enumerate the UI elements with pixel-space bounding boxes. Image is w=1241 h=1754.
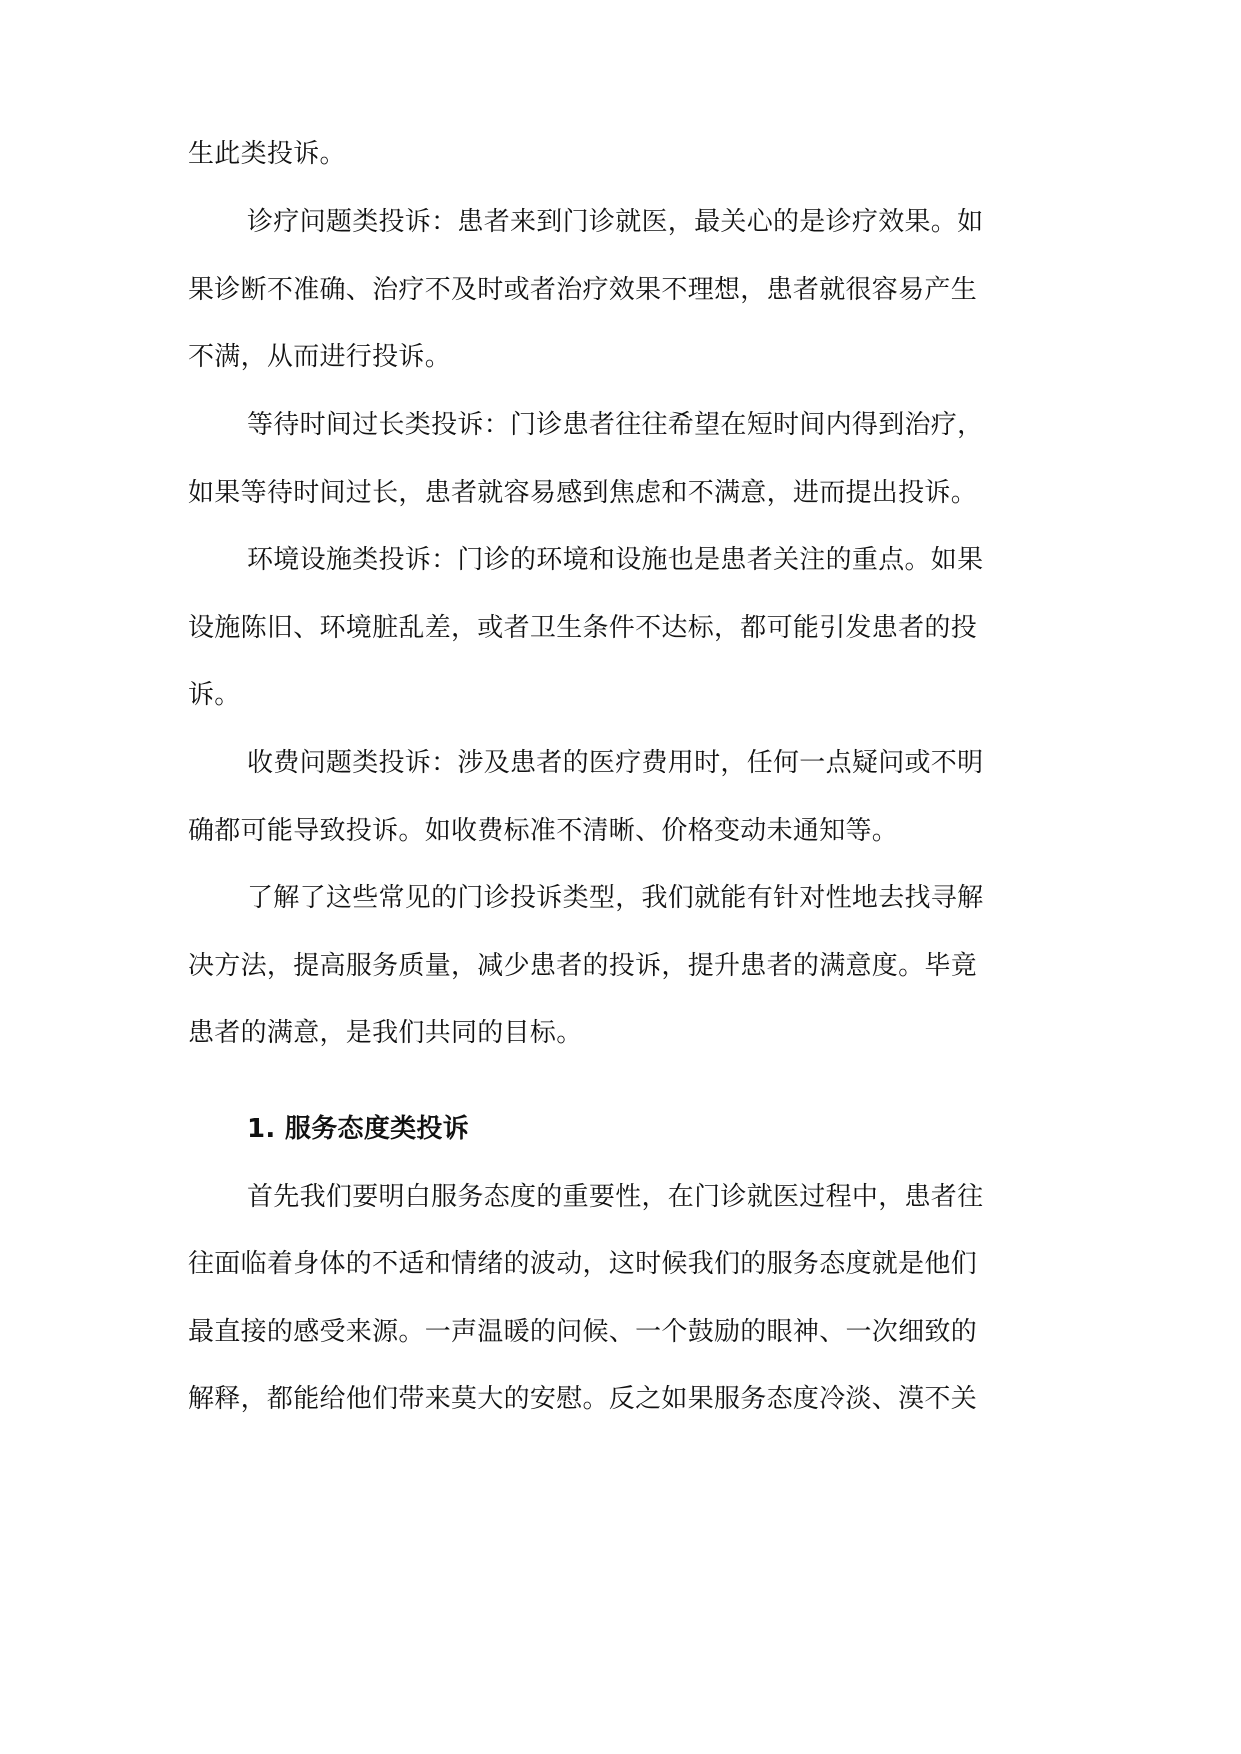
- paragraph-line: 患者的满意，是我们共同的目标。: [188, 1018, 583, 1048]
- paragraph-line: 设施陈旧、环境脏乱差，或者卫生条件不达标，都可能引发患者的投: [188, 613, 978, 643]
- paragraph-line: 诉。: [188, 680, 241, 710]
- paragraph-line: 确都可能导致投诉。如收费标准不清晰、价格变动未通知等。: [188, 816, 899, 846]
- paragraph-line: 首先我们要明白服务态度的重要性，在门诊就医过程中，患者往: [247, 1182, 984, 1212]
- paragraph-line: 生此类投诉。: [188, 139, 346, 169]
- paragraph-line: 决方法，提高服务质量，减少患者的投诉，提升患者的满意度。毕竟: [188, 951, 978, 981]
- paragraph-line: 最直接的感受来源。一声温暖的问候、一个鼓励的眼神、一次细致的: [188, 1317, 978, 1347]
- section-heading: 1. 服务态度类投诉: [247, 1114, 470, 1144]
- paragraph-line: 收费问题类投诉：涉及患者的医疗费用时，任何一点疑问或不明: [247, 748, 984, 778]
- paragraph-line: 不满，从而进行投诉。: [188, 342, 452, 372]
- paragraph-line: 往面临着身体的不适和情绪的波动，这时候我们的服务态度就是他们: [188, 1249, 978, 1279]
- paragraph-line: 解释，都能给他们带来莫大的安慰。反之如果服务态度冷淡、漠不关: [188, 1384, 978, 1414]
- paragraph-line: 诊疗问题类投诉：患者来到门诊就医，最关心的是诊疗效果。如: [247, 207, 984, 237]
- paragraph-line: 如果等待时间过长，患者就容易感到焦虑和不满意，进而提出投诉。: [188, 478, 978, 508]
- paragraph-line: 了解了这些常见的门诊投诉类型，我们就能有针对性地去找寻解: [247, 883, 984, 913]
- paragraph-line: 果诊断不准确、治疗不及时或者治疗效果不理想，患者就很容易产生: [188, 275, 978, 305]
- paragraph-line: 等待时间过长类投诉：门诊患者往往希望在短时间内得到治疗，: [247, 410, 984, 440]
- paragraph-line: 环境设施类投诉：门诊的环境和设施也是患者关注的重点。如果: [247, 545, 984, 575]
